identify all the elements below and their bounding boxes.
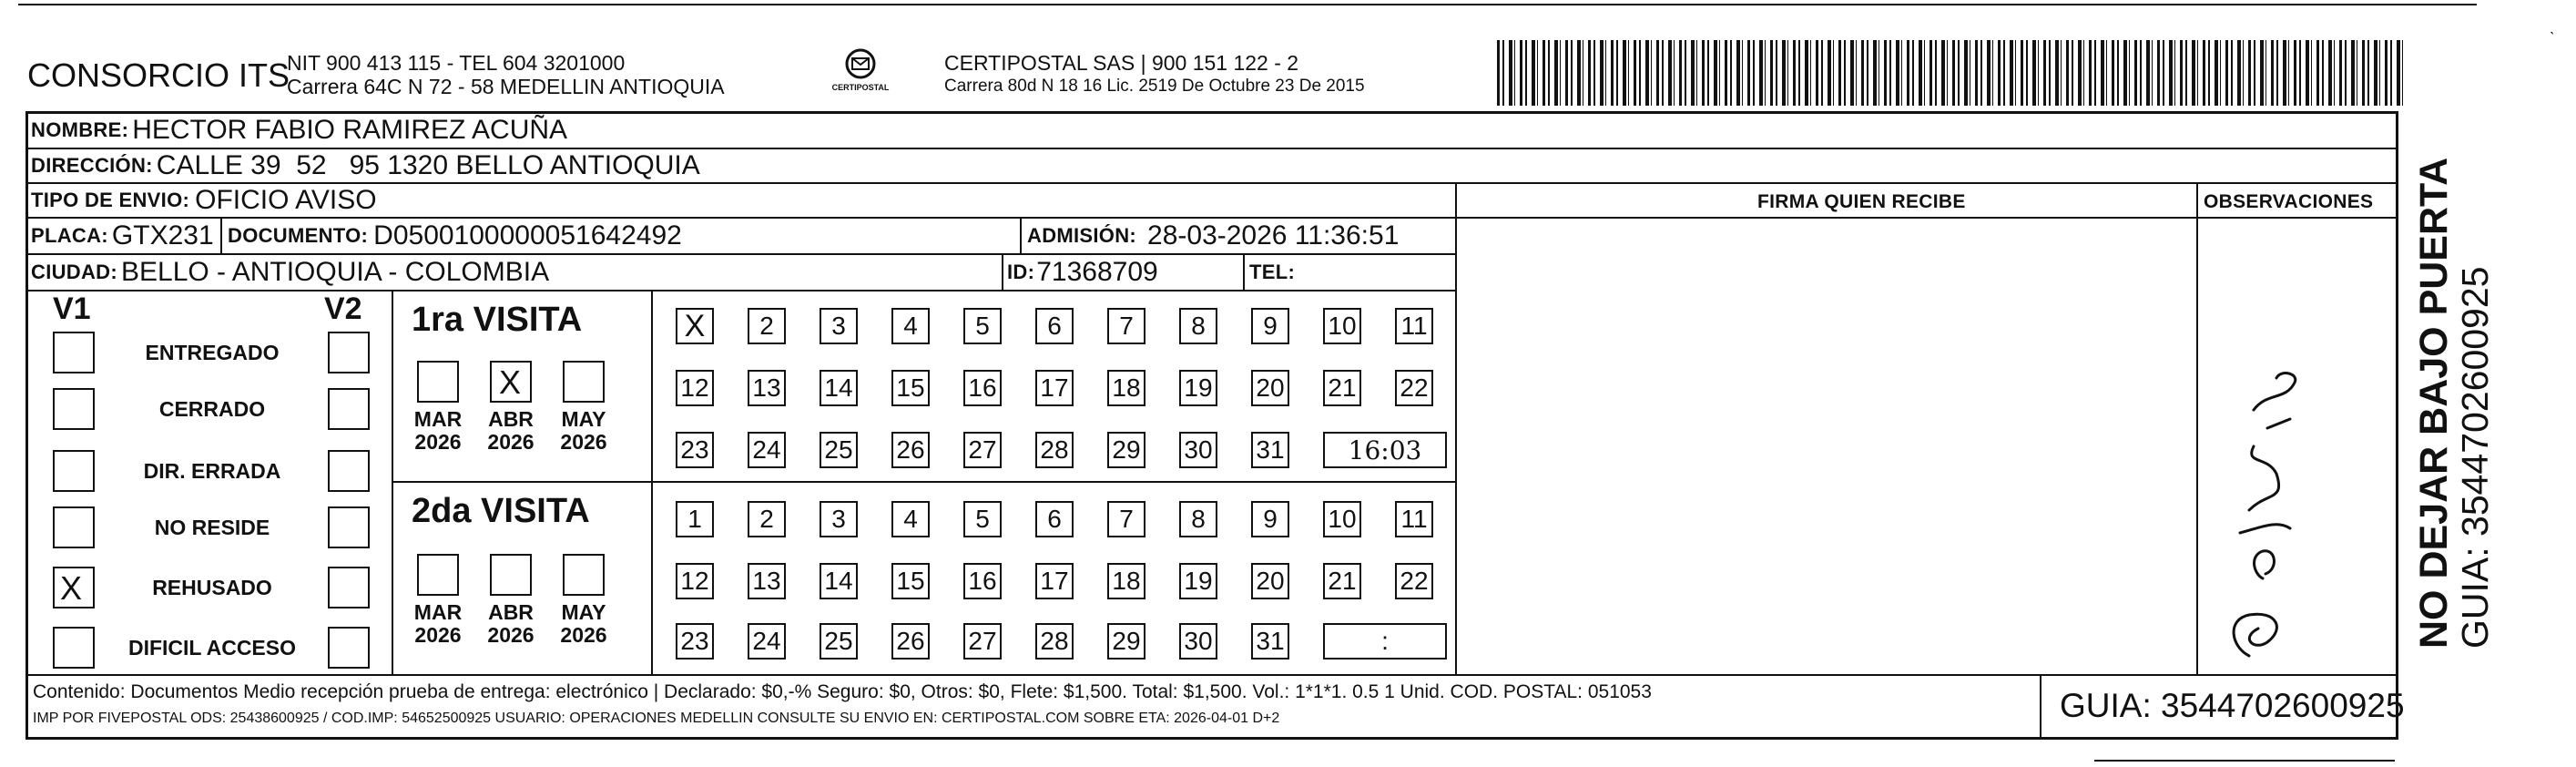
day-box[interactable]: 3 bbox=[820, 501, 858, 537]
certipostal-logo bbox=[824, 47, 897, 92]
rule bbox=[25, 674, 2398, 676]
rule bbox=[392, 481, 1455, 483]
day-box[interactable]: 30 bbox=[1179, 623, 1217, 660]
day-box[interactable]: 22 bbox=[1395, 370, 1433, 406]
day-box[interactable]: 20 bbox=[1251, 563, 1289, 599]
direccion-value: CALLE 39 52 95 1320 BELLO ANTIOQUIA bbox=[156, 150, 700, 180]
day-box[interactable]: 22 bbox=[1395, 563, 1433, 599]
admision-label: ADMISIÓN: bbox=[1027, 224, 1137, 247]
v1-checkbox[interactable] bbox=[53, 450, 95, 492]
day-box[interactable]: 6 bbox=[1035, 501, 1074, 537]
rule bbox=[25, 182, 2398, 184]
firma-header: FIRMA QUIEN RECIBE bbox=[1757, 191, 1966, 212]
address-line: Carrera 64C N 72 - 58 MEDELLIN ANTIOQUIA bbox=[287, 75, 725, 98]
day-box[interactable]: 4 bbox=[891, 501, 930, 537]
logo-caption: CERTIPOSTAL bbox=[831, 83, 890, 92]
day-box[interactable]: 28 bbox=[1035, 623, 1074, 660]
day-box[interactable]: 31 bbox=[1251, 623, 1289, 660]
day-box[interactable]: 7 bbox=[1107, 308, 1145, 344]
month-checkbox[interactable] bbox=[417, 554, 459, 596]
day-box[interactable]: 2 bbox=[748, 501, 786, 537]
month-label: MAY 2026 bbox=[560, 407, 607, 454]
v2-checkbox[interactable] bbox=[328, 332, 370, 373]
day-box[interactable]: 29 bbox=[1107, 623, 1145, 660]
day-box[interactable]: 7 bbox=[1107, 501, 1145, 537]
day-box[interactable]: 11 bbox=[1395, 501, 1433, 537]
second-visit-title: 2da VISITA bbox=[412, 492, 590, 530]
month-label: ABR 2026 bbox=[487, 600, 535, 647]
day-box[interactable]: 24 bbox=[748, 432, 786, 468]
nombre-label: NOMBRE: bbox=[31, 118, 129, 141]
envelope-icon bbox=[844, 47, 877, 80]
day-box[interactable]: 8 bbox=[1179, 501, 1217, 537]
v2-checkbox[interactable] bbox=[328, 450, 370, 492]
company-name: CONSORCIO ITS bbox=[27, 56, 290, 94]
placa-value: GTX231 bbox=[111, 220, 214, 251]
v2-checkbox[interactable] bbox=[328, 627, 370, 669]
day-box[interactable]: 3 bbox=[820, 308, 858, 344]
v1-checkbox[interactable] bbox=[53, 627, 95, 669]
status-label: ENTREGADO bbox=[145, 341, 280, 364]
nombre-value: HECTOR FABIO RAMIREZ ACUÑA bbox=[132, 115, 568, 145]
day-box[interactable]: 21 bbox=[1323, 563, 1361, 599]
divider bbox=[1243, 253, 1245, 290]
side-text bbox=[2413, 158, 2495, 649]
nombre-row bbox=[31, 113, 567, 148]
day-box[interactable]: 19 bbox=[1179, 563, 1217, 599]
divider bbox=[1002, 253, 1003, 290]
divider bbox=[1020, 217, 1022, 253]
documento-label: DOCUMENTO: bbox=[228, 224, 369, 247]
day-box[interactable]: 11 bbox=[1395, 308, 1433, 344]
placa-row bbox=[31, 219, 214, 253]
divider bbox=[2040, 674, 2041, 740]
day-box[interactable]: 18 bbox=[1107, 370, 1145, 406]
month-label: ABR 2026 bbox=[487, 407, 535, 454]
check-mark-icon: X bbox=[499, 363, 522, 401]
status-label: DIFICIL ACCESO bbox=[127, 636, 296, 660]
bottom-rule bbox=[2094, 760, 2395, 762]
day-box[interactable]: 23 bbox=[676, 432, 714, 468]
ciudad-row bbox=[31, 255, 549, 290]
day-box[interactable]: 16 bbox=[963, 563, 1002, 599]
ciudad-label: CIUDAD: bbox=[31, 261, 117, 283]
company-nit bbox=[287, 51, 725, 98]
barcode bbox=[1497, 40, 2408, 106]
day-box[interactable]: 16 bbox=[963, 370, 1002, 406]
day-box[interactable]: 18 bbox=[1107, 563, 1145, 599]
rule bbox=[25, 290, 1455, 291]
day-box[interactable]: 17 bbox=[1035, 563, 1074, 599]
day-box[interactable]: 5 bbox=[963, 308, 1002, 344]
day-box[interactable]: 19 bbox=[1179, 370, 1217, 406]
id-label: ID: bbox=[1007, 261, 1035, 283]
month-checkbox[interactable] bbox=[490, 554, 532, 596]
month-label: MAY 2026 bbox=[560, 600, 607, 647]
v2-header: V2 bbox=[324, 291, 362, 326]
direccion-label: DIRECCIÓN: bbox=[31, 154, 153, 177]
top-rule bbox=[18, 4, 2477, 5]
day-box[interactable]: 27 bbox=[963, 432, 1002, 468]
documento-value: D0500100000051642492 bbox=[373, 220, 682, 251]
day-box[interactable]: 28 bbox=[1035, 432, 1074, 468]
month-label: MAR 2026 bbox=[413, 407, 463, 454]
month-label: MAR 2026 bbox=[413, 600, 463, 647]
day-box[interactable]: 15 bbox=[891, 370, 930, 406]
day-box[interactable]: 20 bbox=[1251, 370, 1289, 406]
tel-row bbox=[1249, 255, 1300, 290]
ciudad-value: BELLO - ANTIOQUIA - COLOMBIA bbox=[120, 257, 550, 287]
status-label: REHUSADO bbox=[152, 576, 272, 599]
first-visit-title: 1ra VISITA bbox=[412, 301, 583, 339]
v1-checkbox[interactable] bbox=[53, 332, 95, 373]
check-mark-icon: X bbox=[60, 569, 83, 607]
divider bbox=[220, 217, 222, 253]
tipo-row bbox=[31, 184, 377, 217]
side-guia: GUIA: 3544702600925 bbox=[2454, 266, 2496, 649]
id-value: 71368709 bbox=[1036, 257, 1158, 287]
day-box[interactable]: 10 bbox=[1323, 501, 1361, 537]
documento-row bbox=[228, 219, 682, 253]
status-label: NO RESIDE bbox=[154, 516, 270, 539]
day-box[interactable]: 15 bbox=[891, 563, 930, 599]
day-box[interactable]: 5 bbox=[963, 501, 1002, 537]
certipostal-info bbox=[944, 51, 1365, 98]
v2-checkbox[interactable] bbox=[328, 388, 370, 430]
day-box[interactable]: 17 bbox=[1035, 370, 1074, 406]
v1-header: V1 bbox=[53, 291, 91, 326]
month-checkbox[interactable] bbox=[417, 361, 459, 403]
placa-label: PLACA: bbox=[31, 224, 108, 247]
month-checkbox[interactable] bbox=[490, 361, 532, 403]
day-box[interactable]: 26 bbox=[891, 623, 930, 660]
id-row bbox=[1007, 255, 1158, 290]
day-box[interactable]: 9 bbox=[1251, 501, 1289, 537]
day-box[interactable]: 21 bbox=[1323, 370, 1361, 406]
side-warning: NO DEJAR BAJO PUERTA bbox=[2412, 157, 2456, 649]
day-box[interactable]: 2 bbox=[748, 308, 786, 344]
day-box[interactable]: 14 bbox=[820, 370, 858, 406]
day-box[interactable]: 31 bbox=[1251, 432, 1289, 468]
corner-mark: ˎ bbox=[2550, 16, 2555, 35]
admision-row bbox=[1027, 219, 1399, 253]
direccion-row bbox=[31, 149, 700, 182]
day-box[interactable]: 25 bbox=[820, 432, 858, 468]
divider bbox=[1455, 182, 1457, 674]
day-box[interactable]: 4 bbox=[891, 308, 930, 344]
handwritten-signature bbox=[2213, 355, 2313, 665]
observaciones-header: OBSERVACIONES bbox=[2204, 191, 2374, 212]
day-box[interactable]: 25 bbox=[820, 623, 858, 660]
status-label: DIR. ERRADA bbox=[143, 459, 281, 483]
nit-line: NIT 900 413 115 - TEL 604 3201000 bbox=[287, 51, 626, 75]
divider bbox=[2196, 182, 2198, 674]
v1-checkbox[interactable] bbox=[53, 506, 95, 548]
tipo-label: TIPO DE ENVIO: bbox=[31, 189, 190, 211]
day-box[interactable]: 26 bbox=[891, 432, 930, 468]
status-label: CERRADO bbox=[158, 397, 266, 421]
day-box[interactable]: 12 bbox=[676, 370, 714, 406]
v1-checkbox[interactable] bbox=[53, 388, 95, 430]
rule bbox=[1455, 217, 2398, 219]
time-field[interactable]: 16:03 bbox=[1323, 432, 1447, 468]
day-box[interactable]: 14 bbox=[820, 563, 858, 599]
day-box[interactable]: 27 bbox=[963, 623, 1002, 660]
day-box[interactable]: 13 bbox=[748, 370, 786, 406]
day-box[interactable]: 9 bbox=[1251, 308, 1289, 344]
v1-checkbox[interactable] bbox=[53, 567, 95, 608]
admision-value: 28-03-2026 11:36:51 bbox=[1147, 220, 1400, 251]
time-field[interactable]: : bbox=[1323, 623, 1447, 660]
day-box[interactable]: 12 bbox=[676, 563, 714, 599]
day-box[interactable]: 10 bbox=[1323, 308, 1361, 344]
v2-checkbox[interactable] bbox=[328, 567, 370, 608]
month-checkbox[interactable] bbox=[563, 361, 605, 403]
tel-label: TEL: bbox=[1249, 261, 1296, 283]
day-box[interactable]: 23 bbox=[676, 623, 714, 660]
certipostal-license: Carrera 80d N 18 16 Lic. 2519 De Octubre 23 De 2015 bbox=[944, 77, 1365, 96]
day-box[interactable]: 1 bbox=[676, 501, 714, 537]
day-box[interactable]: 30 bbox=[1179, 432, 1217, 468]
month-checkbox[interactable] bbox=[563, 554, 605, 596]
day-box[interactable]: 29 bbox=[1107, 432, 1145, 468]
day-box[interactable]: X bbox=[676, 308, 714, 344]
certipostal-nit: CERTIPOSTAL SAS | 900 151 122 - 2 bbox=[944, 51, 1299, 75]
day-box[interactable]: 24 bbox=[748, 623, 786, 660]
day-box[interactable]: 8 bbox=[1179, 308, 1217, 344]
v2-checkbox[interactable] bbox=[328, 506, 370, 548]
day-box[interactable]: 6 bbox=[1035, 308, 1074, 344]
footer-guia: GUIA: 3544702600925 bbox=[2060, 687, 2405, 724]
footer-contents: Contenido: Documentos Medio recepción prueba de entrega: electrónico | Declarado: $0,-% Seguro: $0, Otros: $0, Flete: $1,500. Total: $1,500. Vol.: 1*1*1. 0.5 1 Unid. COD. POSTAL: 051053 bbox=[33, 681, 1652, 702]
footer-print-info: IMP POR FIVEPOSTAL ODS: 25438600925 / COD.IMP: 54652500925 USUARIO: OPERACIONES MEDELLIN CONSULTE SU ENVIO EN: CERTIPOSTAL.COM SOBRE ETA: 2026-04-01 D+2 bbox=[33, 711, 1280, 726]
day-box[interactable]: 13 bbox=[748, 563, 786, 599]
tipo-value: OFICIO AVISO bbox=[195, 185, 377, 215]
